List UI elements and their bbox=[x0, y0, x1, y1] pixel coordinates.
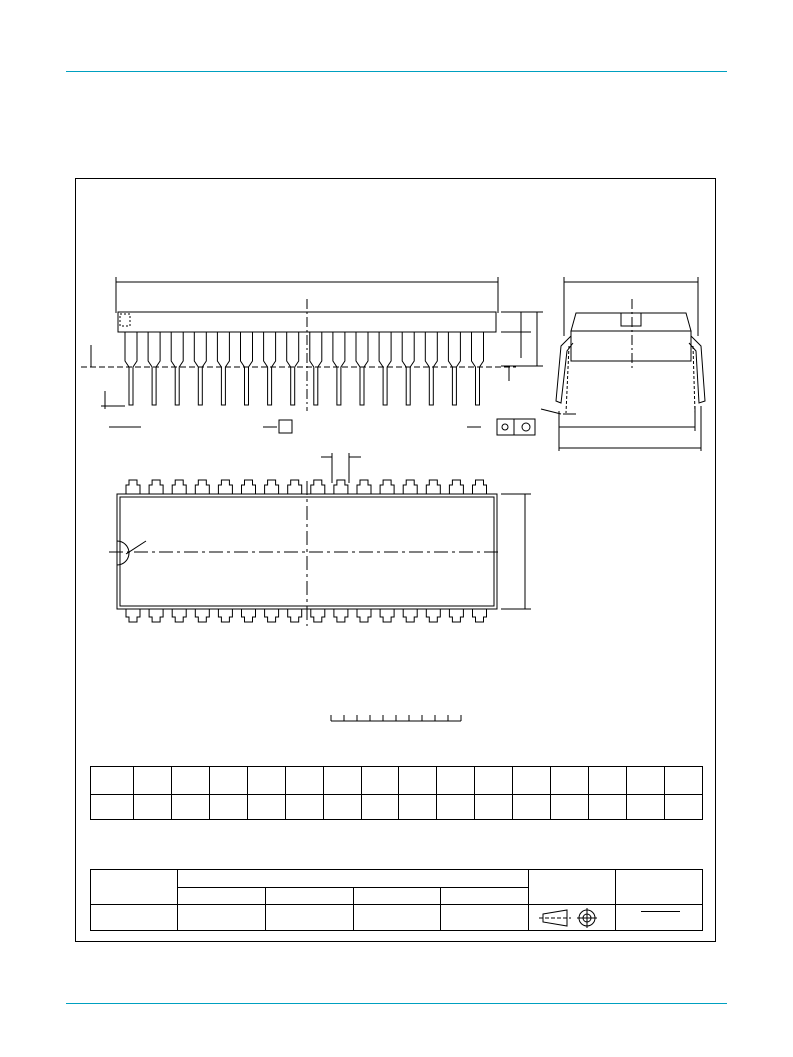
dimensions-table bbox=[90, 766, 703, 820]
top-pin-upper bbox=[265, 480, 279, 494]
projection-header-cell bbox=[529, 870, 616, 905]
top-pin-upper bbox=[288, 480, 302, 494]
top-pin-lower bbox=[149, 609, 163, 622]
outline-version-cell bbox=[91, 905, 178, 931]
dimensions-cell bbox=[626, 795, 664, 820]
reference-col-2 bbox=[265, 888, 353, 905]
top-pin-lower bbox=[449, 609, 463, 622]
top-pin-upper bbox=[172, 480, 186, 494]
dimensions-cell bbox=[361, 767, 399, 795]
reference-cell-1 bbox=[178, 905, 266, 931]
top-pin-lower bbox=[265, 609, 279, 622]
top-pin-lower bbox=[242, 609, 256, 622]
dimensions-cell bbox=[209, 767, 247, 795]
side-pin bbox=[194, 332, 206, 405]
third-angle-projection-icon bbox=[537, 906, 607, 930]
top-pin-lower bbox=[195, 609, 209, 622]
end-view bbox=[541, 277, 705, 451]
side-pin bbox=[310, 332, 322, 405]
side-pin bbox=[264, 332, 276, 405]
dimensions-cell bbox=[551, 767, 589, 795]
top-pin-upper bbox=[242, 480, 256, 494]
top-pin-upper bbox=[403, 480, 417, 494]
dimensions-cell bbox=[91, 795, 134, 820]
header-rule bbox=[66, 71, 727, 72]
dimensions-cell bbox=[323, 795, 361, 820]
dimensions-cell bbox=[399, 795, 437, 820]
dimensions-cell bbox=[626, 767, 664, 795]
package-outline-frame bbox=[75, 178, 716, 942]
side-pin bbox=[379, 332, 391, 405]
reference-cell-2 bbox=[265, 905, 353, 931]
top-pin-upper bbox=[449, 480, 463, 494]
top-pin-upper bbox=[149, 480, 163, 494]
top-pin-upper bbox=[311, 480, 325, 494]
dimensions-cell bbox=[551, 795, 589, 820]
side-pin bbox=[425, 332, 437, 405]
dimensions-cell bbox=[437, 767, 475, 795]
top-pin-upper bbox=[473, 480, 487, 494]
top-view bbox=[109, 453, 531, 626]
reference-cell-4 bbox=[441, 905, 529, 931]
dimensions-cell bbox=[171, 795, 209, 820]
side-view-pins bbox=[125, 332, 484, 405]
top-pin-upper bbox=[334, 480, 348, 494]
top-pin-lower bbox=[357, 609, 371, 622]
top-pin-upper bbox=[380, 480, 394, 494]
dimensions-cell bbox=[91, 767, 134, 795]
dimensions-cell bbox=[664, 767, 702, 795]
side-pin bbox=[402, 332, 414, 405]
dimensions-cell bbox=[513, 795, 551, 820]
dimensions-cell bbox=[247, 767, 285, 795]
dimensions-cell bbox=[399, 767, 437, 795]
dimensions-cell bbox=[475, 767, 513, 795]
top-pin-upper bbox=[126, 480, 140, 494]
dimensions-row bbox=[91, 767, 703, 795]
top-pin-lower bbox=[311, 609, 325, 622]
dimensions-cell bbox=[134, 767, 172, 795]
dimensions-cell bbox=[323, 767, 361, 795]
top-pin-upper bbox=[218, 480, 232, 494]
top-pin-lower bbox=[126, 609, 140, 622]
dimensions-cell bbox=[589, 767, 627, 795]
outline-version-table bbox=[90, 869, 703, 931]
top-pin-lower bbox=[403, 609, 417, 622]
top-pin-lower bbox=[380, 609, 394, 622]
side-pin bbox=[287, 332, 299, 405]
top-pin-upper bbox=[426, 480, 440, 494]
dimensions-cell bbox=[437, 795, 475, 820]
scale-bar bbox=[331, 715, 461, 721]
references-header-cell bbox=[178, 870, 529, 888]
top-pin-lower bbox=[473, 609, 487, 622]
package-mechanical-drawing bbox=[76, 179, 717, 943]
dimensions-cell bbox=[171, 767, 209, 795]
dimensions-cell bbox=[209, 795, 247, 820]
side-pin bbox=[356, 332, 368, 405]
side-pin bbox=[241, 332, 253, 405]
outline-version-header-cell bbox=[91, 870, 178, 905]
issue-date-rule bbox=[641, 911, 680, 912]
side-pin bbox=[171, 332, 183, 405]
dimensions-cell bbox=[361, 795, 399, 820]
reference-cell-3 bbox=[353, 905, 441, 931]
issue-date-cell bbox=[616, 905, 703, 931]
top-pin-lower bbox=[288, 609, 302, 622]
footer-rule bbox=[66, 1003, 727, 1004]
side-pin bbox=[333, 332, 345, 405]
reference-col-1 bbox=[178, 888, 266, 905]
dimensions-cell bbox=[247, 795, 285, 820]
reference-col-3 bbox=[353, 888, 441, 905]
top-pin-upper bbox=[357, 480, 371, 494]
reference-col-4 bbox=[441, 888, 529, 905]
issue-date-header-cell bbox=[616, 870, 703, 905]
top-pin-lower bbox=[172, 609, 186, 622]
top-view-pins bbox=[126, 480, 487, 622]
dimensions-cell bbox=[285, 795, 323, 820]
dimensions-cell bbox=[664, 795, 702, 820]
top-pin-lower bbox=[426, 609, 440, 622]
side-pin bbox=[472, 332, 484, 405]
top-pin-lower bbox=[334, 609, 348, 622]
projection-cell bbox=[529, 905, 616, 931]
side-pin bbox=[148, 332, 160, 405]
side-pin bbox=[217, 332, 229, 405]
top-pin-lower bbox=[218, 609, 232, 622]
side-view bbox=[81, 277, 543, 435]
side-pin bbox=[448, 332, 460, 405]
dimensions-cell bbox=[285, 767, 323, 795]
dimensions-cell bbox=[589, 795, 627, 820]
top-pin-upper bbox=[195, 480, 209, 494]
dimensions-cell bbox=[475, 795, 513, 820]
side-pin bbox=[125, 332, 137, 405]
dimensions-cell bbox=[134, 795, 172, 820]
dimensions-cell bbox=[513, 767, 551, 795]
dimensions-row bbox=[91, 795, 703, 820]
